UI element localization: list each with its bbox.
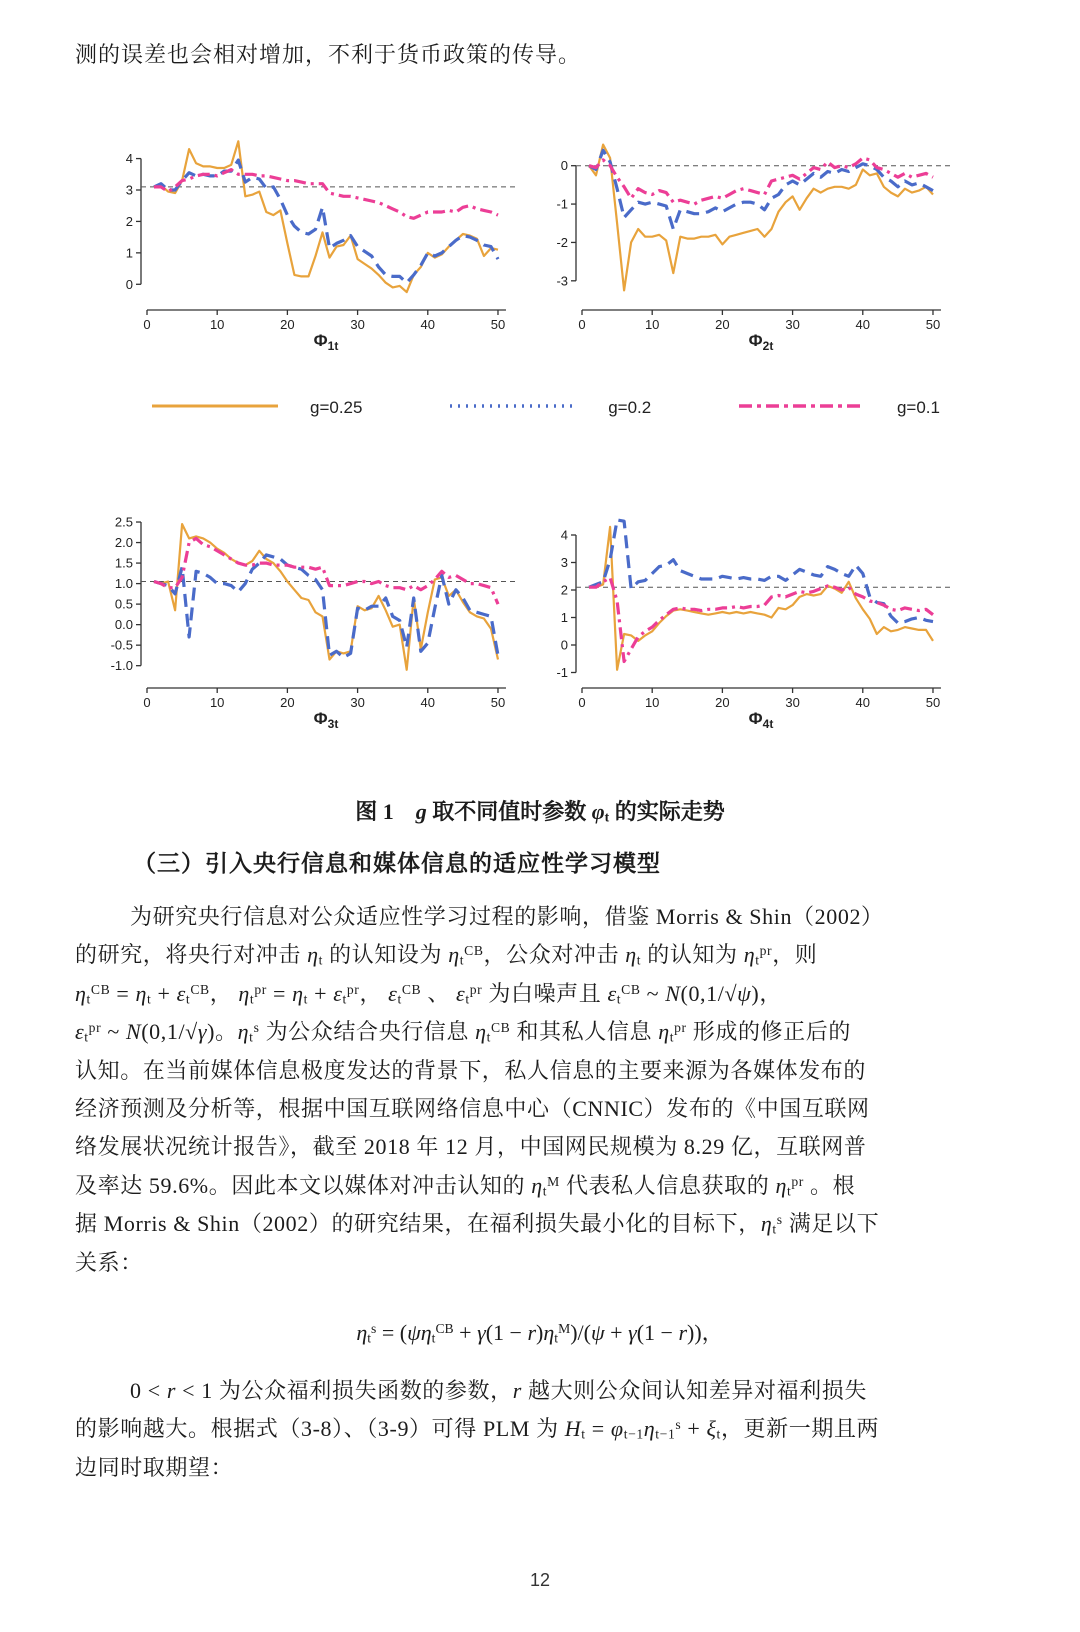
legend-item-g01 xyxy=(737,398,940,418)
svg-text:0: 0 xyxy=(578,695,586,710)
svg-text:1.0: 1.0 xyxy=(114,576,133,592)
text-line: 经济预测及分析等，根据中国互联网络信息中心（CNNIC）发布的《中国互联网 xyxy=(75,1095,870,1121)
svg-text:20: 20 xyxy=(280,695,295,710)
legend-item-g025 xyxy=(150,398,362,418)
svg-text:30: 30 xyxy=(350,317,365,332)
paragraph-continuation-line: 测的误差也会相对增加，不利于货币政策的传导。 xyxy=(75,42,582,67)
page-number: 12 xyxy=(529,1570,551,1590)
svg-text:40: 40 xyxy=(420,695,436,710)
text-line: 及率达 59.6%。因此本文以媒体对冲击认知的 $\eta_t^M$ 代表私人信息获取的 $\eta_t^{pr}$ 。根 xyxy=(75,1172,856,1199)
svg-text:0: 0 xyxy=(143,695,151,710)
text-line: 据 Morris & Shin（2002）的研究结果，在福利损失最小化的目标下，$\eta_t^s$ 满足以下 xyxy=(75,1211,880,1237)
chart-phi-2t xyxy=(532,122,962,354)
text-line: 0 < r < 1 为公众福利损失函数的参数，r 越大则公众间认知差异对福利损失 xyxy=(130,1378,867,1403)
text-line: 的影响越大。根据式（3-8）、（3-9）可得 PLM 为 $H_t = \varphi_{t-1}\eta_{t-1}^s + \xi_t$，更新一期且两 xyxy=(75,1416,880,1442)
svg-text:0.0: 0.0 xyxy=(114,617,133,633)
svg-text:40: 40 xyxy=(855,695,871,710)
svg-text:0: 0 xyxy=(578,317,586,332)
svg-text:2: 2 xyxy=(125,213,133,229)
svg-text:10: 10 xyxy=(644,317,660,332)
svg-text:50: 50 xyxy=(925,317,941,332)
legend-label: g=0.2 xyxy=(608,398,652,417)
section-heading: （三）引入央行信息和媒体信息的适应性学习模型 xyxy=(133,850,661,876)
svg-text:40: 40 xyxy=(420,317,436,332)
svg-text:Φ1t: $\Phi_{1t}$ xyxy=(313,331,339,353)
chart-phi-3t xyxy=(97,500,527,732)
svg-text:Φ4t: $\Phi_{4t}$ xyxy=(748,709,774,731)
svg-text:Φ3t: $\Phi_{3t}$ xyxy=(313,709,339,731)
svg-text:50: 50 xyxy=(925,695,941,710)
text-line: 认知。在当前媒体信息极度发达的背景下，私人信息的主要来源为各媒体发布的 xyxy=(75,1057,867,1083)
paragraph-2 xyxy=(75,1372,1020,1487)
svg-text:-0.5: -0.5 xyxy=(110,637,133,653)
svg-text:2: 2 xyxy=(560,582,568,598)
svg-text:30: 30 xyxy=(785,695,800,710)
svg-text:3: 3 xyxy=(125,182,133,198)
text-line: $\eta_t^{CB} = \eta_t + \varepsilon_t^{CB}$， $\eta_t^{pr} = \eta_t + \varepsilon_t^{pr}$， $\varepsilon_t^{CB}$ 、 $\varepsilon_t^{pr}$ 为白噪声且 $\varepsilon_t^{CB}$ ~ N(0,1/√ψ)， xyxy=(75,980,782,1007)
svg-text:-3: -3 xyxy=(556,273,568,289)
svg-text:10: 10 xyxy=(209,695,225,710)
svg-text:0: 0 xyxy=(560,637,568,653)
equation: $\eta_t^s = (\psi\eta_t^{CB} + \gamma(1 - r)\eta_t^M)/(\psi + \gamma(1 - r))$， xyxy=(356,1320,724,1346)
text-line: 的研究，将央行对冲击 $\eta_t$ 的认知设为 $\eta_t^{CB}$，公众对冲击 $\eta_t$ 的认知为 $\eta_t^{pr}$，则 xyxy=(75,942,818,968)
svg-text:0.5: 0.5 xyxy=(114,596,133,612)
svg-text:1: 1 xyxy=(125,245,133,261)
chart-phi-4t xyxy=(532,500,962,732)
svg-text:20: 20 xyxy=(715,317,730,332)
svg-text:4: 4 xyxy=(560,527,568,543)
svg-text:30: 30 xyxy=(350,695,365,710)
svg-text:0: 0 xyxy=(560,158,568,174)
svg-text:30: 30 xyxy=(785,317,800,332)
svg-text:1.5: 1.5 xyxy=(114,555,133,571)
svg-text:20: 20 xyxy=(715,695,730,710)
svg-text:4: 4 xyxy=(125,151,133,167)
svg-text:3: 3 xyxy=(560,555,568,570)
svg-text:0: 0 xyxy=(125,276,133,292)
svg-text:1: 1 xyxy=(560,610,568,625)
legend-line-sample-solid xyxy=(150,399,280,417)
figure-legend xyxy=(150,398,940,418)
svg-text:50: 50 xyxy=(490,317,506,332)
svg-text:Φ2t: $\Phi_{2t}$ xyxy=(748,331,774,353)
legend-label: g=0.1 xyxy=(896,398,940,417)
legend-line-sample-dotted xyxy=(448,399,578,417)
legend-label: g=0.25 xyxy=(310,398,363,417)
text-line: $\varepsilon_t^{pr}$ ~ N(0,1/√γ)。$\eta_t^s$ 为公众结合央行信息 $\eta_t^{CB}$ 和其私人信息 $\eta_t^{pr}$ 形成的修正后的 xyxy=(75,1019,851,1045)
svg-text:-1.0: -1.0 xyxy=(110,658,133,674)
svg-text:10: 10 xyxy=(209,317,225,332)
text-line: 为研究央行信息对公众适应性学习过程的影响，借鉴 Morris & Shin（2002） xyxy=(130,904,884,929)
legend-line-sample-dashdot xyxy=(737,399,867,417)
svg-text:2.0: 2.0 xyxy=(114,535,133,551)
paragraph-1 xyxy=(75,898,1020,1282)
text-line: 边同时取期望： xyxy=(75,1454,234,1480)
legend-item-g02 xyxy=(448,398,651,418)
text-line: 络发展状况统计报告》，截至 2018 年 12 月，中国网民规模为 8.29 亿，互联网普 xyxy=(75,1134,867,1160)
svg-text:50: 50 xyxy=(490,695,506,710)
svg-text:0: 0 xyxy=(143,317,151,332)
svg-text:10: 10 xyxy=(644,695,660,710)
svg-text:-1: -1 xyxy=(556,665,568,680)
svg-text:-1: -1 xyxy=(556,196,568,212)
figure-caption: 图 1 g 取不同值时参数 $\varphi_t$ 的实际走势 xyxy=(355,799,725,825)
svg-text:40: 40 xyxy=(855,317,871,332)
svg-text:2.5: 2.5 xyxy=(114,514,133,530)
svg-text:-2: -2 xyxy=(556,234,568,250)
chart-phi-1t xyxy=(97,122,527,354)
svg-text:20: 20 xyxy=(280,317,295,332)
text-line: 关系： xyxy=(75,1249,143,1275)
